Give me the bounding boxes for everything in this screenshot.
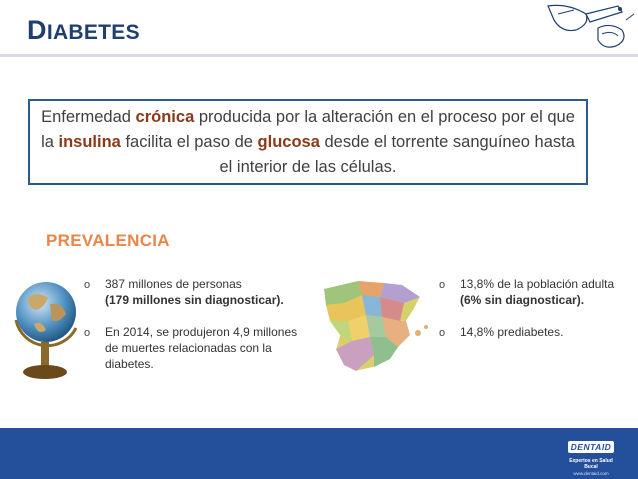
page-title: DIABETES <box>27 15 140 45</box>
term-cronica: crónica <box>135 107 195 126</box>
brand-url: www.dentaid.com <box>573 471 609 476</box>
term-insulina: insulina <box>58 132 121 151</box>
glucose-meter-illustration <box>528 0 638 56</box>
left-bullets <box>84 276 309 388</box>
prevalence-heading: PREVALENCIA <box>46 231 170 250</box>
definition-text: Enfermedad crónica producida por la alteración en el proceso por el que la insulina facilita el paso de glucosa desde el torrente sanguíneo hasta el interior de las células. <box>41 107 575 176</box>
bullet-marker: o <box>439 279 446 291</box>
bullet-marker: o <box>84 327 91 339</box>
spain-map-image <box>318 275 434 381</box>
list-item: o 387 millones de personas (179 millones sin diagnosticar). <box>84 277 284 307</box>
dentaid-logo <box>563 437 619 476</box>
term-glucosa: glucosa <box>257 132 320 151</box>
footer-bar <box>0 428 638 479</box>
list-item: o En 2014, se produjeron 4,9 millones de muertes relacionadas con la diabetes. <box>84 325 298 371</box>
brand-tagline: Expertos en Salud Bucal <box>569 458 613 470</box>
list-item: o 13,8% de la población adulta (6% sin diagnosticar). <box>439 277 615 307</box>
definition-box <box>28 99 588 185</box>
list-item: o 14,8% prediabetes. <box>439 325 564 339</box>
bullet-marker: o <box>84 279 91 291</box>
globe-image <box>8 268 82 398</box>
right-bullets <box>439 276 634 356</box>
brand-name: DENTAID <box>568 441 615 453</box>
bullet-marker: o <box>439 327 446 339</box>
